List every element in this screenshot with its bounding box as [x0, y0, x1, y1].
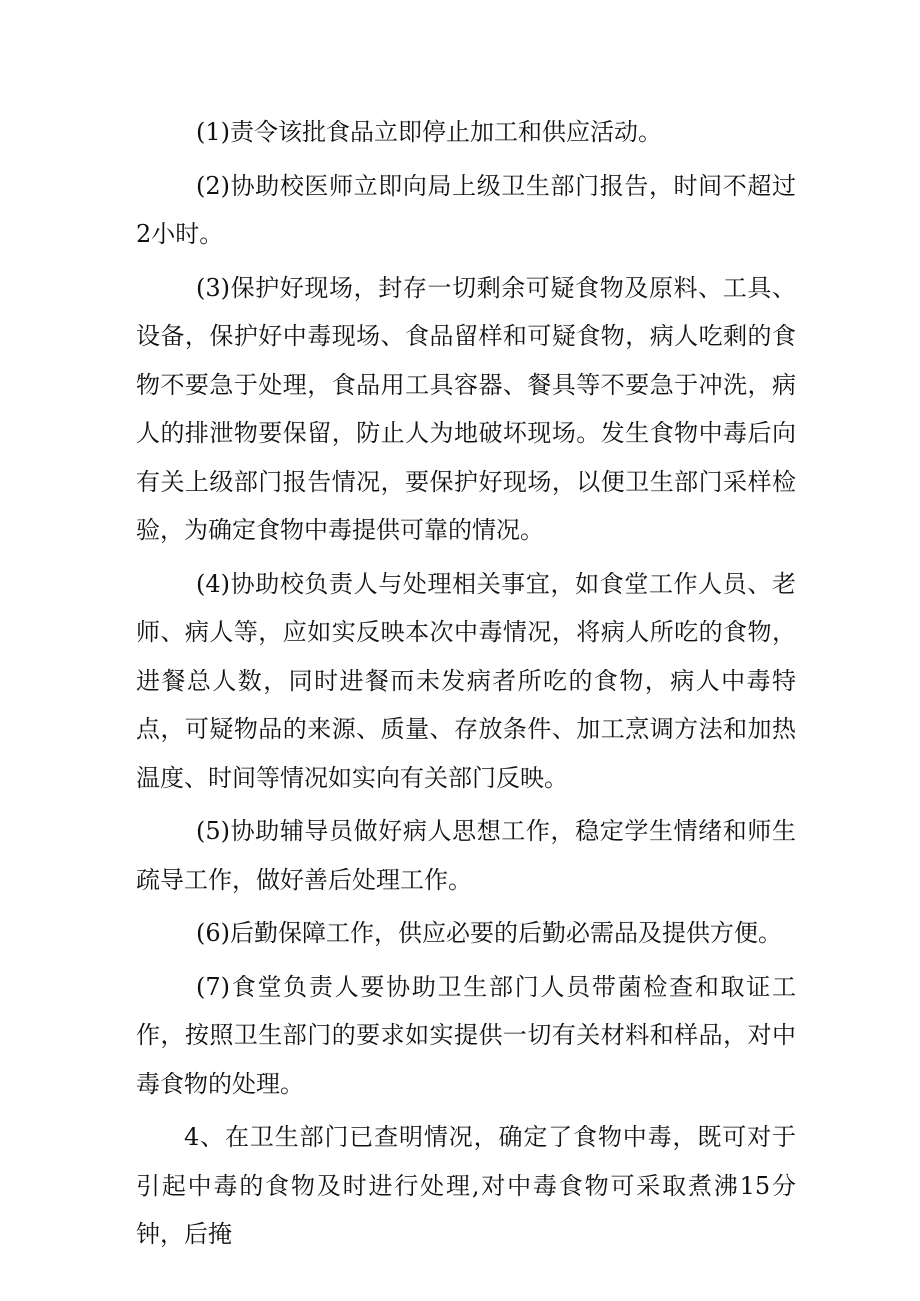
paragraph-item-7: (7)食堂负责人要协助卫生部门人员带菌检查和取证工作，按照卫生部门的要求如实提供一切有关材料和样品，对中毒食物的处理。 [136, 972, 796, 1098]
paragraph-item-6: (6)后勤保障工作，供应必要的后勤必需品及提供方便。 [196, 919, 782, 947]
paragraph-item-2: (2)协助校医师立即向局上级卫生部门报告，时间不超过2小时。 [136, 171, 796, 248]
paragraph-item-4: (4)协助校负责人与处理相关事宜，如食堂工作人员、老师、病人等，应如实反映本次中毒情况，将病人所吃的食物，进餐总人数，同时进餐而未发病者所吃的食物，病人中毒特点，可疑物品的来源、质量、存放条件、加工烹调方法和加热温度、时间等情况如实向有关部门反映。 [136, 569, 796, 792]
paragraph-item-5: (5)协助辅导员做好病人思想工作，稳定学生情绪和师生疏导工作，做好善后处理工作。 [136, 817, 796, 894]
paragraph-section-4: 4、在卫生部门已查明情况，确定了食物中毒，既可对于引起中毒的食物及时进行处理,对中毒食物可采取煮沸15分钟，后掩 [136, 1123, 796, 1248]
paragraph-item-3: (3)保护好现场，封存一切剩余可疑食物及原料、工具、设备，保护好中毒现场、食品留样和可疑食物，病人吃剩的食物不要急于处理，食品用工具容器、餐具等不要急于冲洗，病人的排泄物要保留，防止人为地破坏现场。发生食物中毒后向有关上级部门报告情况，要保护好现场，以便卫生部门采样检验，为确定食物中毒提供可靠的情况。 [136, 273, 796, 544]
document-body [136, 108, 796, 1259]
paragraph-item-1: (1)责令该批食品立即停止加工和供应活动。 [196, 118, 662, 146]
